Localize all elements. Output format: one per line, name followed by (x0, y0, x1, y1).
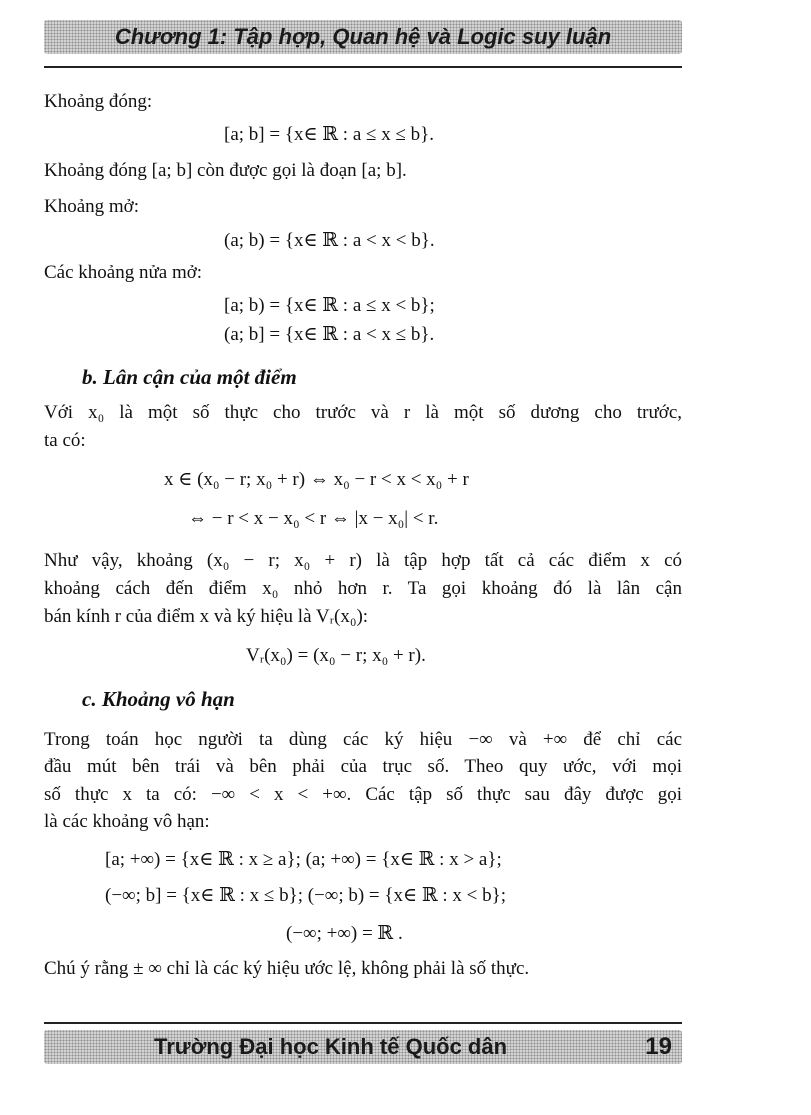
neighborhood-definition-line-1: Như vậy, khoảng (x₀ − r; x₀ + r) là tập hợp tất cả các điểm x có (44, 550, 682, 571)
neighborhood-intro-line-1: Với x₀ là một số thực cho trước và r là một số dương cho trước, (44, 402, 682, 423)
half-open-label: Các khoảng nửa mở: (44, 262, 203, 283)
neighborhood-definition-line-3: bán kính r của điểm x và ký hiệu là Vᵣ(x₀): (44, 606, 369, 627)
infinite-text-line-1: Trong toán học người ta dùng các ký hiệu −∞ và +∞ để chỉ các (44, 729, 682, 750)
footer-rule (44, 1022, 682, 1024)
neighborhood-intro-line-2: ta có: (44, 430, 86, 451)
infinite-text-line-2: đầu mút bên trái và bên phải của trục số. Theo quy ước, với mọi (44, 756, 682, 777)
footer-university: Trường Đại học Kinh tế Quốc dân (154, 1034, 508, 1059)
closed-interval-label: Khoảng đóng: (44, 91, 153, 112)
neighborhood-equivalence-2: ⇔ − r < x − x₀ < r ⇔ |x − x₀| < r. (188, 508, 439, 529)
segment-note: Khoảng đóng [a; b] còn được gọi là đoạn [a; b]. (44, 160, 407, 181)
closed-interval-formula: [a; b] = {x∈ ℝ : a ≤ x ≤ b}. (224, 124, 434, 145)
open-interval-formula: (a; b) = {x∈ ℝ : a < x < b}. (224, 230, 435, 251)
neighborhood-formula: Vᵣ(x₀) = (x₀ − r; x₀ + r). (246, 645, 426, 666)
chapter-header-band (44, 20, 682, 54)
infinite-text-line-3: số thực x ta có: −∞ < x < +∞. Các tập số thực sau đây được gọi (44, 784, 682, 805)
infinite-formula-3: (−∞; +∞) = ℝ . (286, 923, 403, 944)
neighborhood-equivalence-1: x ∈ (x₀ − r; x₀ + r) ⇔ x₀ − r < x < x₀ + r (164, 469, 469, 490)
infinity-note: Chú ý rằng ± ∞ chỉ là các ký hiệu ước lệ, không phải là số thực. (44, 958, 530, 979)
neighborhood-definition-line-2: khoảng cách đến điểm x₀ nhỏ hơn r. Ta gọi khoảng đó là lân cận (44, 578, 682, 599)
infinite-formula-1: [a; +∞) = {x∈ ℝ : x ≥ a}; (a; +∞) = {x∈ ℝ : x > a}; (105, 849, 502, 870)
infinite-text-line-4: là các khoảng vô hạn: (44, 811, 210, 832)
section-b-heading: b. Lân cận của một điểm (82, 365, 297, 389)
page-number: 19 (645, 1033, 672, 1060)
open-interval-label: Khoảng mở: (44, 196, 140, 217)
header-rule (44, 66, 682, 68)
half-open-formula-1: [a; b) = {x∈ ℝ : a ≤ x < b}; (224, 295, 435, 316)
chapter-title: Chương 1: Tập hợp, Quan hệ và Logic suy luận (114, 24, 612, 49)
section-c-heading: c. Khoảng vô hạn (82, 687, 235, 711)
half-open-formula-2: (a; b] = {x∈ ℝ : a < x ≤ b}. (224, 324, 435, 345)
footer-band (44, 1030, 682, 1064)
infinite-formula-2: (−∞; b] = {x∈ ℝ : x ≤ b}; (−∞; b) = {x∈ ℝ : x < b}; (105, 885, 507, 906)
